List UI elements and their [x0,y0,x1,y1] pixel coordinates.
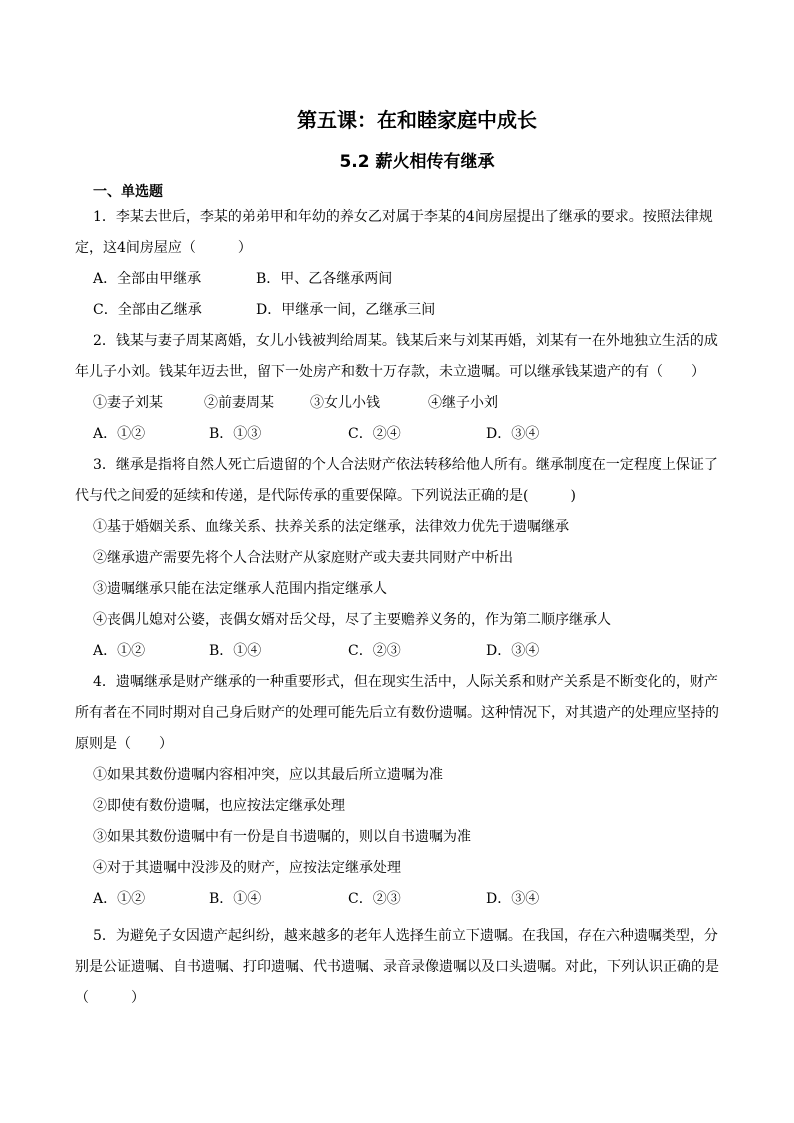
q5-line-2: 别是公证遗嘱、自书遗嘱、打印遗嘱、代书遗嘱、录音录像遗嘱以及口头遗嘱。对此，下列认识正确的是 [75,959,719,975]
q2-option-a: A．①② [93,426,146,442]
q4-option-d: D．③④ [486,891,540,907]
q3-option-b: B．①④ [209,643,262,659]
q4-option-a: A．①② [93,891,146,907]
q3-line-2: 代与代之间爱的延续和传递，是代际传承的重要保障。下列说法正确的是( ) [75,488,576,504]
q3-option-c: C．②③ [348,643,401,659]
q4-line-3: 原则是（ ） [75,736,173,752]
q5-line-3: （ ） [75,990,145,1006]
q3-line-1: 3．继承是指将自然人死亡后遗留的个人合法财产依法转移给他人所有。继承制度在一定程度上保证了 [93,457,718,473]
q4-line-2: 所有者在不同时期对自己身后财产的处理可能先后立有数份遗嘱。这种情况下，对其遗产的处理应坚持的 [75,705,719,721]
page-title: 第五课：在和睦家庭中成长 [297,108,537,132]
section-heading: 一、单选题 [93,184,163,200]
q4-option-c: C．②③ [348,891,401,907]
q3-item-2: ②继承遗产需要先将个人合法财产从家庭财产或夫妻共同财产中析出 [93,550,513,566]
q5-line-1: 5．为避免子女因遗产起纠纷，越来越多的老年人选择生前立下遗嘱。在我国，存在六种遗嘱类型，分 [93,928,718,944]
q2-line-1: 2．钱某与妻子周某离婚，女儿小钱被判给周某。钱某后来与刘某再婚，刘某有一在外地独立生活的成 [93,333,718,349]
q1-line-2: 定，这4间房屋应（ ） [75,240,252,256]
q3-item-1: ①基于婚姻关系、血缘关系、扶养关系的法定继承，法律效力优先于遗嘱继承 [93,519,569,535]
q2-item-1: ①妻子刘某 [93,395,163,411]
q2-item-4: ④继子小刘 [428,395,498,411]
q4-item-1: ①如果其数份遗嘱内容相冲突，应以其最后所立遗嘱为准 [93,767,443,783]
q3-option-a: A．①② [93,643,146,659]
q2-item-2: ②前妻周某 [204,395,274,411]
q4-item-3: ③如果其数份遗嘱中有一份是自书遗嘱的，则以自书遗嘱为准 [93,829,471,845]
q1-line-1: 1．李某去世后，李某的弟弟甲和年幼的养女乙对属于李某的4间房屋提出了继承的要求。按照法律规 [93,209,713,225]
q4-item-4: ④对于其遗嘱中没涉及的财产，应按法定继承处理 [93,860,401,876]
q1-option-a: A．全部由甲继承 [93,271,202,287]
q4-line-1: 4．遗嘱继承是财产继承的一种重要形式，但在现实生活中，人际关系和财产关系是不断变化的，财产 [93,674,718,690]
q2-option-b: B．①③ [209,426,262,442]
q1-option-c: C．全部由乙继承 [93,302,202,318]
q3-option-d: D．③④ [486,643,540,659]
q1-option-b: B．甲、乙各继承两间 [256,271,393,287]
q4-option-b: B．①④ [209,891,262,907]
page-subtitle: 5.2 薪火相传有继承 [339,152,495,172]
q4-item-2: ②即使有数份遗嘱，也应按法定继承处理 [93,798,345,814]
q3-item-4: ④丧偶儿媳对公婆，丧偶女婿对岳父母，尽了主要赡养义务的，作为第二顺序继承人 [93,612,611,628]
q2-option-c: C．②④ [348,426,401,442]
q1-option-d: D．甲继承一间，乙继承三间 [256,302,436,318]
q2-option-d: D．③④ [486,426,540,442]
q2-item-3: ③女儿小钱 [310,395,380,411]
q3-item-3: ③遗嘱继承只能在法定继承人范围内指定继承人 [93,581,387,597]
q2-line-2: 年儿子小刘。钱某年迈去世，留下一处房产和数十万存款，未立遗嘱。可以继承钱某遗产的有（ ） [75,364,705,380]
